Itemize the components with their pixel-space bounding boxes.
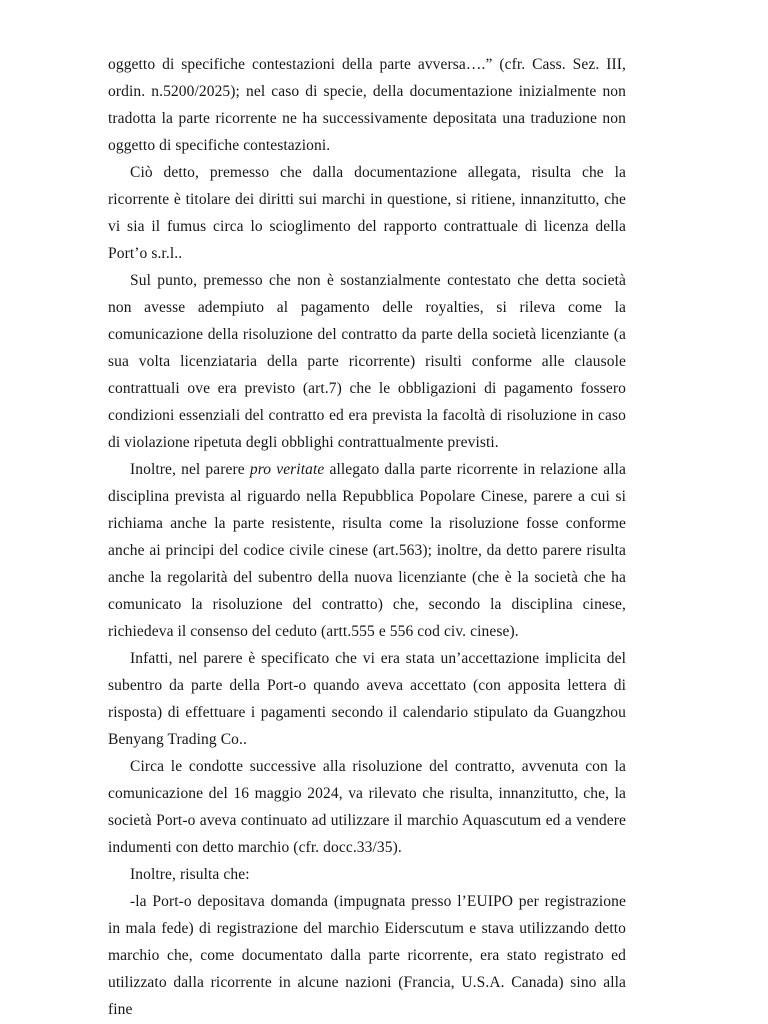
- paragraph-text: Inoltre, nel parere: [130, 461, 250, 478]
- paragraph: Ciò detto, premesso che dalla documentazione allegata, risulta che la ricorrente è titolare dei diritti sui marchi in questione, si ritiene, innanzitutto, che vi sia il fumus circa lo scioglimento del rapporto contrattuale di licenza della Port’o s.r.l..: [108, 164, 626, 262]
- latin-phrase-italic: pro veritate: [249, 461, 325, 478]
- paragraph-text: allegato dalla parte ricorrente in relazione alla disciplina prevista al riguardo nella Repubblica Popolare Cinese, parere a cui si richiama anche la parte resistente, risulta come la risoluzione fosse conforme anche ai principi del codice civile cinese (art.563); inoltre, da detto parere risulta anche la regolarità del subentro della nuova licenziante (che è la società che ha comunicato la risoluzione del contratto) che, secondo la disciplina cinese, richiedeva il consenso del ceduto (artt.555 e 556 cod civ. cinese).: [108, 461, 626, 640]
- paragraph: Infatti, nel parere è specificato che vi era stata un’accettazione implicita del subentro da parte della Port-o quando aveva accettato (con apposita lettera di risposta) di effettuare i pagamenti secondo il calendario stipulato da Guangzhou Benyang Trading Co..: [108, 650, 626, 748]
- paragraph: [108, 456, 626, 645]
- paragraph: Sul punto, premesso che non è sostanzialmente contestato che detta società non avesse adempiuto al pagamento delle royalties, si rileva come la comunicazione della risoluzione del contratto da parte della società licenziante (a sua volta licenziataria della parte ricorrente) risulti conforme alle clausole contrattuali ove era previsto (art.7) che le obbligazioni di pagamento fossero condizioni essenziali del contratto ed era prevista la facoltà di risoluzione in caso di violazione ripetuta degli obblighi contrattualmente previsti.: [108, 272, 626, 451]
- paragraph-list-item: -la Port-o depositava domanda (impugnata presso l’EUIPO per registrazione in mala fede) di registrazione del marchio Eiderscutum e stava utilizzando detto marchio che, come documentato dalla parte ricorrente, era stato registrato ed utilizzato dalla ricorrente in alcune nazioni (Francia, U.S.A. Canada) sino alla fine: [108, 893, 626, 1018]
- paragraph: Circa le condotte successive alla risoluzione del contratto, avvenuta con la comunicazione del 16 maggio 2024, va rilevato che risulta, innanzitutto, che, la società Port-o aveva continuato ad utilizzare il marchio Aquascutum ed a vendere indumenti con detto marchio (cfr. docc.33/35).: [108, 758, 626, 856]
- paragraph: Inoltre, risulta che:: [130, 866, 250, 883]
- document-text-block: [108, 51, 626, 1023]
- paragraph-continuation: oggetto di specifiche contestazioni della parte avversa….” (cfr. Cass. Sez. III, ordin. n.5200/2025); nel caso di specie, della documentazione inizialmente non tradotta la parte ricorrente ne ha successivamente depositata una traduzione non oggetto di specifiche contestazioni.: [108, 56, 626, 154]
